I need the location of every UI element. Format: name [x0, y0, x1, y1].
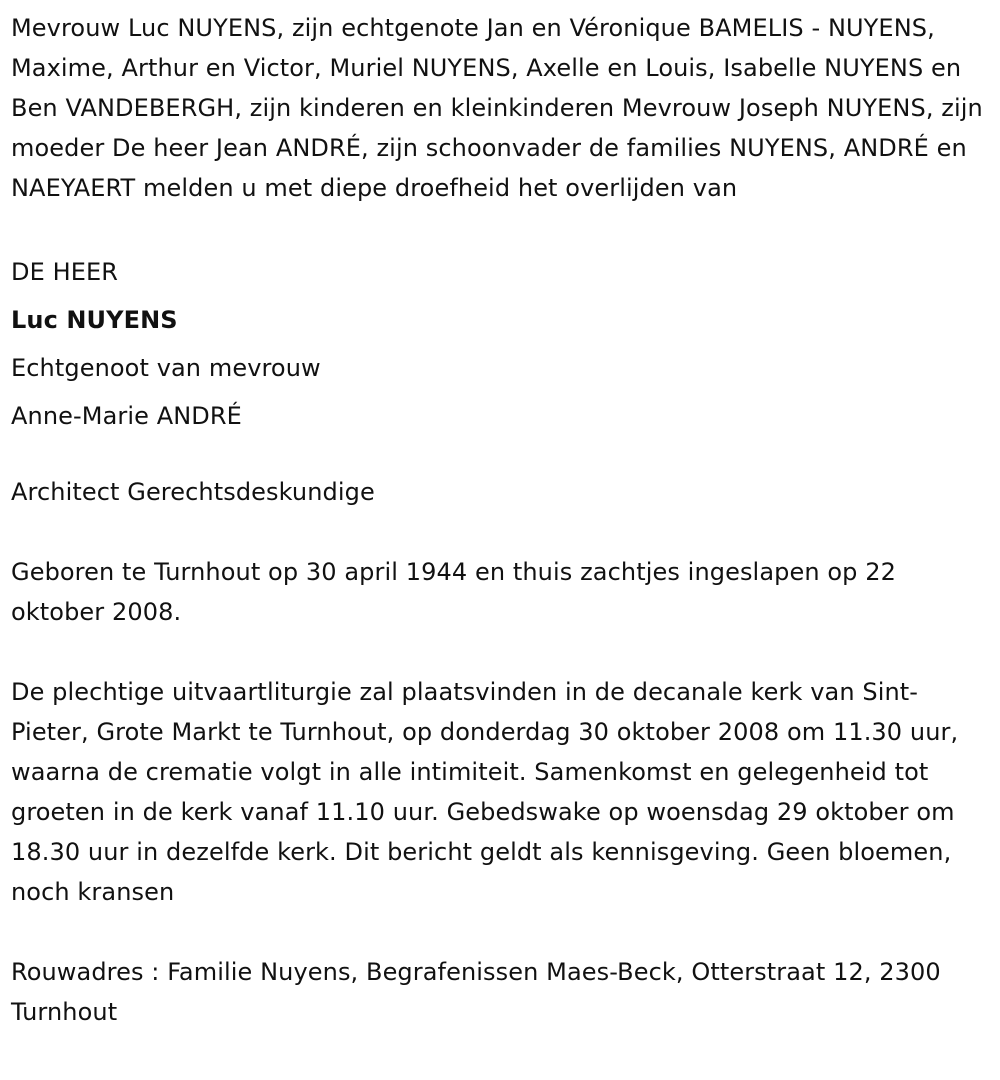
spouse-label: Echtgenoot van mevrouw: [11, 354, 321, 382]
deceased-title-block: [11, 248, 990, 440]
deceased-name: Luc NUYENS: [11, 306, 178, 334]
ceremony-paragraph: De plechtige uitvaartliturgie zal plaatsvinden in de decanale kerk van Sint-Pieter, Grote Markt te Turnhout, op donderdag 30 oktober 2008 om 11.30 uur, waarna de crematie volgt in alle intimiteit. Samenkomst en gelegenheid tot groeten in de kerk vanaf 11.10 uur. Gebedswake op woensdag 29 oktober om 18.30 uur in dezelfde kerk. Dit bericht geldt als kennisgeving. Geen bloemen, noch kransen: [11, 678, 959, 906]
birth-death-paragraph: Geboren te Turnhout op 30 april 1944 en thuis zachtjes ingeslapen op 22 oktober 2008.: [11, 558, 896, 626]
profession: Architect Gerechtsdeskundige: [11, 478, 375, 506]
intro-paragraph: Mevrouw Luc NUYENS, zijn echtgenote Jan en Véronique BAMELIS - NUYENS, Maxime, Arthur en Victor, Muriel NUYENS, Axelle en Louis, Isabelle NUYENS en Ben VANDEBERGH, zijn kinderen en kleinkinderen Mevrouw Joseph NUYENS, zijn moeder De heer Jean ANDRÉ, zijn schoonvader de families NUYENS, ANDRÉ en NAEYAERT melden u met diepe droefheid het overlijden van: [11, 14, 983, 202]
honorific: DE HEER: [11, 258, 119, 286]
spouse-name: Anne-Marie ANDRÉ: [11, 402, 242, 430]
mourning-address: Rouwadres : Familie Nuyens, Begrafenissen Maes-Beck, Otterstraat 12, 2300 Turnhout: [11, 958, 941, 1026]
